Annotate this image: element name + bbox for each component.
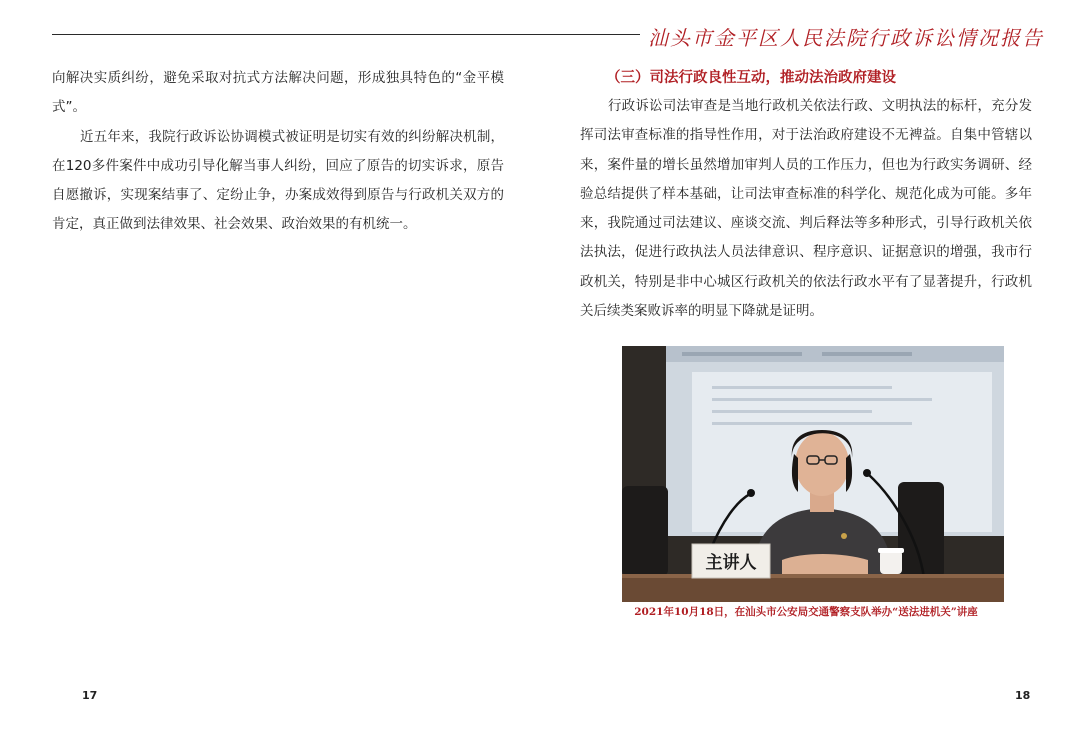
left-paragraph-1: 向解决实质纠纷，避免采取对抗式方法解决问题，形成独具特色的“金平模式”。 [52, 70, 504, 116]
photo-caption: 2021年10月18日，在汕头市公安局交通警察支队举办“送法进机关”讲座 [634, 606, 978, 618]
right-paragraph-1: 行政诉讼司法审查是当地行政机关依法行政、文明执法的标杆，充分发挥司法审查标准的指导性作用，对于法治政府建设不无裨益。自集中管辖以来，案件量的增长虽然增加审判人员的工作压力，但也为行政实务调研、经验总结提供了样本基础，让司法审查标准的科学化、规范化成为可能。多年来，我院通过司法建议、座谈交流、判后释法等多种形式，引导行政机关依法执法，促进行政执法人员法律意识、程序意识、证据意识的增强，我市行政机关，特别是非中心城区行政机关的依法行政水平有了显著提升，行政机关后续类案败诉率的明显下降就是证明。 [580, 98, 1032, 320]
right-page-body [580, 64, 1032, 326]
header-rule [52, 34, 640, 35]
lecture-photo [622, 346, 1004, 602]
section-heading: （三）司法行政良性互动，推动法治政府建设 [606, 69, 896, 86]
left-paragraph-2: 近五年来，我院行政诉讼协调模式被证明是切实有效的纠纷解决机制，在120多件案件中成功引导化解当事人纠纷，回应了原告的切实诉求，原告自愿撤诉，实现案结事了、定纷止争，办案成效得到原告与行政机关双方的肯定，真正做到法律效果、社会效果、政治效果的有机统一。 [52, 128, 504, 233]
report-title: 汕头市金平区人民法院行政诉讼情况报告 [648, 26, 1044, 50]
page-number-right: 18 [1015, 689, 1031, 702]
nameplate-text: 主讲人 [705, 553, 757, 573]
page-number-left: 17 [82, 689, 98, 702]
left-page-body [52, 64, 504, 240]
